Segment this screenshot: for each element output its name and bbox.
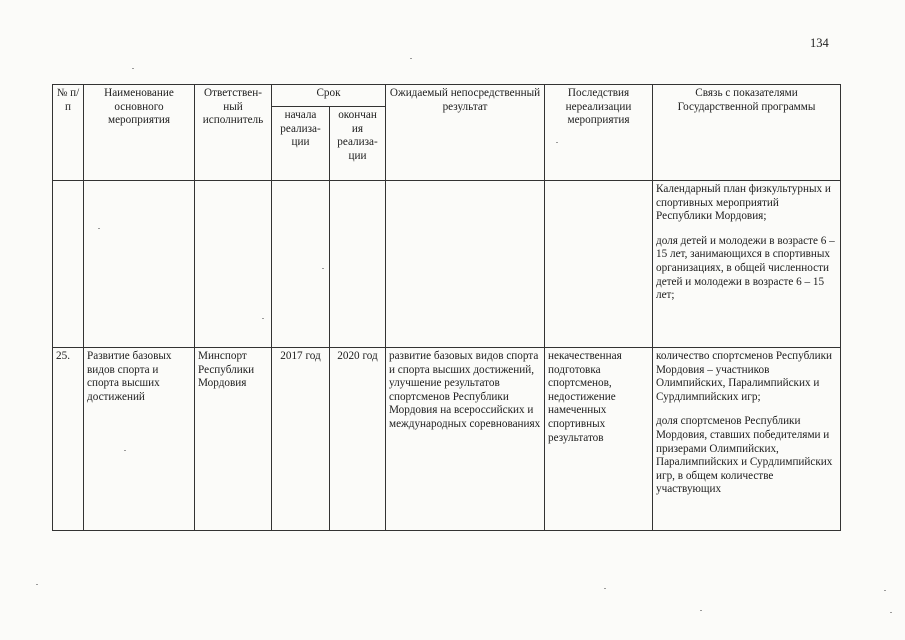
indicator-text: Календарный план физкультурных и спортивных мероприятий Республики Мордовия; bbox=[656, 183, 831, 223]
cell-program-link bbox=[653, 181, 841, 348]
header-number: № п/п bbox=[53, 85, 84, 181]
cell-expected-result bbox=[386, 181, 545, 348]
header-term-start: начала реализа-ции bbox=[272, 107, 330, 181]
scan-speck bbox=[604, 588, 606, 589]
cell-term-end: 2020 год bbox=[330, 348, 386, 531]
cell-term-start: 2017 год bbox=[272, 348, 330, 531]
cell-consequences bbox=[545, 181, 653, 348]
page-number: 134 bbox=[810, 36, 829, 50]
scan-speck bbox=[36, 584, 38, 585]
header-activity-name: Наименование основного мероприятия bbox=[84, 85, 195, 181]
program-activities-table bbox=[52, 84, 841, 531]
scan-speck bbox=[890, 612, 892, 613]
cell-number bbox=[53, 181, 84, 348]
scan-speck bbox=[322, 268, 324, 269]
header-term-end: окончан ия реализа-ции bbox=[330, 107, 386, 181]
table-header-row bbox=[53, 85, 841, 107]
scan-speck bbox=[98, 228, 100, 229]
header-executor: Ответствен-ный исполнитель bbox=[195, 85, 272, 181]
cell-term-end bbox=[330, 181, 386, 348]
header-program-link: Связь с показателями Государственной программы bbox=[653, 85, 841, 181]
scan-speck bbox=[556, 142, 558, 143]
cell-executor: Минспорт Республики Мордовия bbox=[195, 348, 272, 531]
scan-speck bbox=[132, 68, 134, 69]
indicator-text: количество спортсменов Республики Мордовия – участников Олимпийских, Паралимпийских и Сурдлимпийских игр; bbox=[656, 350, 833, 403]
scan-speck bbox=[700, 610, 702, 611]
table-row bbox=[53, 181, 841, 348]
header-consequences: Последствия нереализации мероприятия bbox=[545, 85, 653, 181]
cell-consequences: некачественная подготовка спортсменов, недостижение намеченных спортивных результатов bbox=[545, 348, 653, 531]
scan-speck bbox=[884, 590, 886, 591]
cell-activity-name: Развитие базовых видов спорта и спорта высших достижений bbox=[84, 348, 195, 531]
cell-executor bbox=[195, 181, 272, 348]
cell-program-link bbox=[653, 348, 841, 531]
cell-term-start bbox=[272, 181, 330, 348]
cell-expected-result: развитие базовых видов спорта и спорта высших достижений, улучшение результатов спортсменов Республики Мордовия на всероссийских и международных соревнованиях bbox=[386, 348, 545, 531]
scan-speck bbox=[262, 318, 264, 319]
cell-activity-name bbox=[84, 181, 195, 348]
scan-speck bbox=[124, 450, 126, 451]
scan-speck bbox=[410, 58, 412, 59]
indicator-text: доля спортсменов Республики Мордовия, ставших победителями и призерами Олимпийских, Паралимпийских и Сурдлимпийских игр, в общем количестве участвующих bbox=[656, 415, 833, 496]
table-row bbox=[53, 348, 841, 531]
header-term: Срок bbox=[272, 85, 386, 107]
header-expected-result: Ожидаемый непосредственный результат bbox=[386, 85, 545, 181]
cell-number: 25. bbox=[53, 348, 84, 531]
indicator-text: доля детей и молодежи в возрасте 6 – 15 лет, занимающихся в спортивных организациях, в общей численности детей и молодежи в возрасте 6 – 15 лет; bbox=[656, 234, 835, 302]
